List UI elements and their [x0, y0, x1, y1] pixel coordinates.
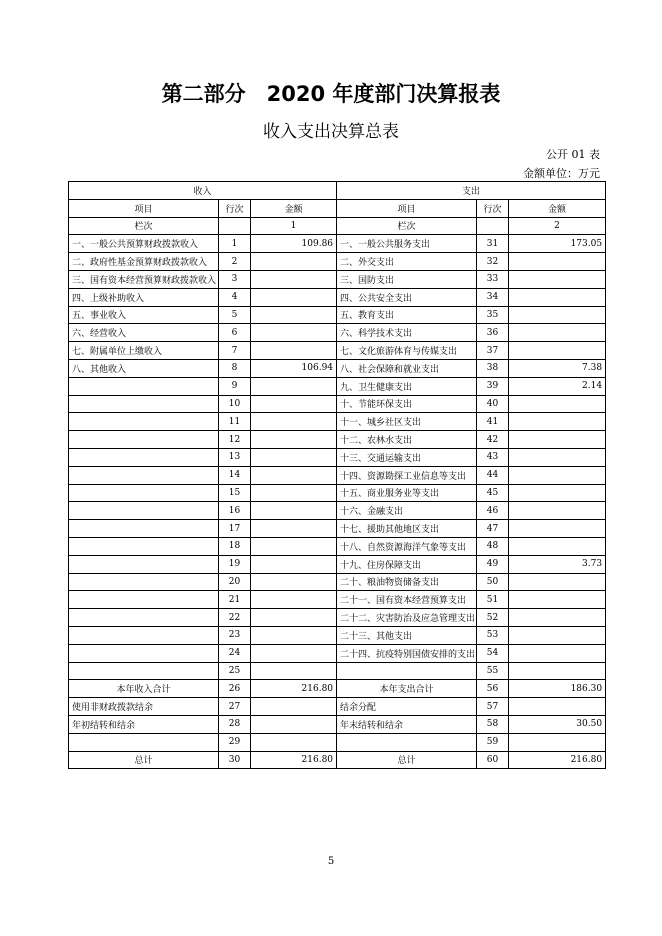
expense-amount-cell: 30.50 — [509, 715, 606, 733]
expense-line-cell: 36 — [477, 324, 509, 342]
income-amount-cell — [251, 591, 337, 609]
income-item-cell: 八、其他收入 — [69, 359, 219, 377]
income-amount-cell — [251, 626, 337, 644]
income-line-cell: 4 — [219, 288, 251, 306]
income-line-cell: 11 — [219, 413, 251, 431]
income-item-cell — [69, 609, 219, 627]
income-line-header: 行次 — [219, 199, 251, 217]
income-amount-cell — [251, 733, 337, 751]
expense-line-cell: 56 — [477, 680, 509, 698]
income-line-cell: 22 — [219, 609, 251, 627]
expense-item-cell — [337, 662, 477, 680]
income-line-cell: 28 — [219, 715, 251, 733]
income-line-cell: 14 — [219, 466, 251, 484]
income-item-cell — [69, 377, 219, 395]
expense-item-cell: 年末结转和结余 — [337, 715, 477, 733]
expense-amount-cell: 3.73 — [509, 555, 606, 573]
income-line-cell: 19 — [219, 555, 251, 573]
income-item-cell — [69, 573, 219, 591]
expense-line-cell: 51 — [477, 591, 509, 609]
income-section-header: 收入 — [69, 182, 337, 200]
expense-item-cell: 结余分配 — [337, 698, 477, 716]
income-item-cell: 本年收入合计 — [69, 680, 219, 698]
expense-item-header: 项目 — [337, 199, 477, 217]
expense-line-cell: 38 — [477, 359, 509, 377]
income-amount-cell — [251, 448, 337, 466]
income-amount-cell — [251, 288, 337, 306]
expense-line-cell: 46 — [477, 502, 509, 520]
income-amount-cell — [251, 466, 337, 484]
expense-item-cell: 十九、住房保障支出 — [337, 555, 477, 573]
income-item-cell: 五、事业收入 — [69, 306, 219, 324]
expense-line-cell: 37 — [477, 342, 509, 360]
table-row — [69, 448, 606, 466]
part-title: 第二部分 2020 年度部门决算报表 — [161, 82, 501, 106]
expense-line-cell: 50 — [477, 573, 509, 591]
income-amount-cell: 106.94 — [251, 359, 337, 377]
income-line-cell: 5 — [219, 306, 251, 324]
expense-line-cell: 52 — [477, 609, 509, 627]
table-row — [69, 573, 606, 591]
income-line-cell: 17 — [219, 520, 251, 538]
income-line-cell: 30 — [219, 751, 251, 769]
income-amount-cell — [251, 342, 337, 360]
income-amount-cell — [251, 609, 337, 627]
expense-item-cell: 本年支出合计 — [337, 680, 477, 698]
income-item-cell: 年初结转和结余 — [69, 715, 219, 733]
income-item-cell: 七、附属单位上缴收入 — [69, 342, 219, 360]
expense-line-cell: 53 — [477, 626, 509, 644]
income-expense-table — [68, 181, 606, 769]
expense-item-cell: 十八、自然资源海洋气象等支出 — [337, 537, 477, 555]
income-column-line-blank — [219, 217, 251, 235]
table-row — [69, 520, 606, 538]
expense-amount-cell — [509, 573, 606, 591]
expense-item-cell: 三、国防支出 — [337, 270, 477, 288]
expense-item-cell: 总计 — [337, 751, 477, 769]
table-title: 收入支出决算总表 — [263, 122, 399, 142]
table-row — [69, 502, 606, 520]
income-amount-cell — [251, 324, 337, 342]
expense-line-cell: 57 — [477, 698, 509, 716]
income-amount-cell — [251, 537, 337, 555]
expense-amount-cell: 7.38 — [509, 359, 606, 377]
income-item-cell: 总计 — [69, 751, 219, 769]
expense-item-cell: 十二、农林水支出 — [337, 431, 477, 449]
expense-amount-cell — [509, 626, 606, 644]
table-row — [69, 662, 606, 680]
income-line-cell: 20 — [219, 573, 251, 591]
income-line-cell: 6 — [219, 324, 251, 342]
expense-line-cell: 40 — [477, 395, 509, 413]
table-row — [69, 626, 606, 644]
expense-line-cell: 31 — [477, 235, 509, 253]
expense-line-cell: 39 — [477, 377, 509, 395]
expense-column-label: 栏次 — [337, 217, 477, 235]
expense-amount-cell — [509, 253, 606, 271]
table-row — [69, 288, 606, 306]
income-item-cell — [69, 733, 219, 751]
income-item-cell — [69, 448, 219, 466]
income-amount-cell — [251, 573, 337, 591]
income-amount-cell: 109.86 — [251, 235, 337, 253]
table-row — [69, 680, 606, 698]
table-row — [69, 751, 606, 769]
expense-item-cell: 十三、交通运输支出 — [337, 448, 477, 466]
expense-item-cell: 十五、商业服务业等支出 — [337, 484, 477, 502]
expense-column-number: 2 — [509, 217, 606, 235]
table-row — [69, 733, 606, 751]
income-amount-cell — [251, 306, 337, 324]
income-line-cell: 3 — [219, 270, 251, 288]
income-amount-cell — [251, 270, 337, 288]
expense-item-cell — [337, 733, 477, 751]
expense-amount-cell: 186.30 — [509, 680, 606, 698]
income-item-cell — [69, 466, 219, 484]
expense-amount-cell — [509, 413, 606, 431]
expense-line-cell: 44 — [477, 466, 509, 484]
income-line-cell: 2 — [219, 253, 251, 271]
expense-amount-cell: 216.80 — [509, 751, 606, 769]
income-item-cell: 三、国有资本经营预算财政拨款收入 — [69, 270, 219, 288]
income-line-cell: 25 — [219, 662, 251, 680]
expense-item-cell: 十、节能环保支出 — [337, 395, 477, 413]
expense-line-cell: 48 — [477, 537, 509, 555]
table-row — [69, 342, 606, 360]
table-row — [69, 537, 606, 555]
expense-line-cell: 49 — [477, 555, 509, 573]
expense-line-cell: 33 — [477, 270, 509, 288]
expense-item-cell: 十七、援助其他地区支出 — [337, 520, 477, 538]
column-header-row — [69, 199, 606, 217]
income-item-cell: 四、上级补助收入 — [69, 288, 219, 306]
income-item-header: 项目 — [69, 199, 219, 217]
income-amount-cell — [251, 662, 337, 680]
expense-amount-cell: 2.14 — [509, 377, 606, 395]
expense-line-cell: 34 — [477, 288, 509, 306]
expense-item-cell: 九、卫生健康支出 — [337, 377, 477, 395]
column-number-row — [69, 217, 606, 235]
expense-amount-cell — [509, 698, 606, 716]
income-line-cell: 1 — [219, 235, 251, 253]
table-row — [69, 253, 606, 271]
expense-line-cell: 55 — [477, 662, 509, 680]
expense-amount-cell — [509, 662, 606, 680]
income-item-cell — [69, 395, 219, 413]
expense-amount-cell — [509, 733, 606, 751]
expense-item-cell: 十一、城乡社区支出 — [337, 413, 477, 431]
expense-item-cell: 二十二、灾害防治及应急管理支出 — [337, 609, 477, 627]
table-row — [69, 715, 606, 733]
table-row — [69, 377, 606, 395]
amount-unit: 金额单位：万元 — [523, 167, 600, 180]
expense-amount-header: 金额 — [509, 199, 606, 217]
income-item-cell — [69, 644, 219, 662]
table-row — [69, 306, 606, 324]
table-row — [69, 235, 606, 253]
table-row — [69, 270, 606, 288]
expense-item-cell: 一、一般公共服务支出 — [337, 235, 477, 253]
expense-amount-cell — [509, 609, 606, 627]
expense-item-cell: 四、公共安全支出 — [337, 288, 477, 306]
income-item-cell: 二、政府性基金预算财政拨款收入 — [69, 253, 219, 271]
income-amount-cell: 216.80 — [251, 680, 337, 698]
table-row — [69, 555, 606, 573]
expense-line-cell: 47 — [477, 520, 509, 538]
income-line-cell: 12 — [219, 431, 251, 449]
income-line-cell: 18 — [219, 537, 251, 555]
expense-amount-cell: 173.05 — [509, 235, 606, 253]
expense-amount-cell — [509, 448, 606, 466]
table-row — [69, 644, 606, 662]
expense-item-cell: 二十一、国有资本经营预算支出 — [337, 591, 477, 609]
page-number: 5 — [327, 856, 335, 867]
expense-amount-cell — [509, 644, 606, 662]
income-line-cell: 26 — [219, 680, 251, 698]
table-row — [69, 395, 606, 413]
expense-amount-cell — [509, 484, 606, 502]
form-number: 公开 01 表 — [546, 148, 600, 161]
income-item-cell — [69, 431, 219, 449]
income-item-cell — [69, 502, 219, 520]
expense-item-cell: 二十、粮油物资储备支出 — [337, 573, 477, 591]
expense-line-cell: 60 — [477, 751, 509, 769]
income-line-cell: 15 — [219, 484, 251, 502]
table-row — [69, 591, 606, 609]
income-column-number: 1 — [251, 217, 337, 235]
expense-line-cell: 32 — [477, 253, 509, 271]
income-item-cell — [69, 662, 219, 680]
income-line-cell: 16 — [219, 502, 251, 520]
expense-line-cell: 45 — [477, 484, 509, 502]
income-line-cell: 13 — [219, 448, 251, 466]
table-row — [69, 609, 606, 627]
expense-amount-cell — [509, 270, 606, 288]
expense-amount-cell — [509, 395, 606, 413]
income-item-cell — [69, 537, 219, 555]
expense-amount-cell — [509, 537, 606, 555]
expense-column-line-blank — [477, 217, 509, 235]
table-row — [69, 698, 606, 716]
expense-item-cell: 二、外交支出 — [337, 253, 477, 271]
expense-item-cell: 八、社会保障和就业支出 — [337, 359, 477, 377]
income-item-cell: 一、一般公共预算财政拨款收入 — [69, 235, 219, 253]
expense-amount-cell — [509, 431, 606, 449]
income-line-cell: 24 — [219, 644, 251, 662]
table-row — [69, 359, 606, 377]
expense-line-cell: 54 — [477, 644, 509, 662]
income-amount-cell — [251, 520, 337, 538]
income-amount-cell — [251, 698, 337, 716]
income-amount-cell — [251, 431, 337, 449]
income-amount-cell — [251, 253, 337, 271]
income-line-cell: 9 — [219, 377, 251, 395]
expense-amount-cell — [509, 324, 606, 342]
income-item-cell — [69, 555, 219, 573]
expense-section-header: 支出 — [337, 182, 606, 200]
expense-line-cell: 59 — [477, 733, 509, 751]
expense-line-cell: 35 — [477, 306, 509, 324]
section-header-row — [69, 182, 606, 200]
income-column-label: 栏次 — [69, 217, 219, 235]
expense-amount-cell — [509, 342, 606, 360]
income-amount-cell — [251, 715, 337, 733]
expense-item-cell: 二十三、其他支出 — [337, 626, 477, 644]
expense-line-cell: 43 — [477, 448, 509, 466]
expense-line-header: 行次 — [477, 199, 509, 217]
income-item-cell: 六、经营收入 — [69, 324, 219, 342]
income-amount-cell — [251, 502, 337, 520]
expense-line-cell: 42 — [477, 431, 509, 449]
expense-item-cell: 二十四、抗疫特别国债安排的支出 — [337, 644, 477, 662]
expense-line-cell: 41 — [477, 413, 509, 431]
income-line-cell: 10 — [219, 395, 251, 413]
income-line-cell: 8 — [219, 359, 251, 377]
income-item-cell — [69, 591, 219, 609]
income-line-cell: 27 — [219, 698, 251, 716]
income-item-cell — [69, 413, 219, 431]
expense-amount-cell — [509, 502, 606, 520]
table-row — [69, 324, 606, 342]
table-row — [69, 466, 606, 484]
income-amount-cell — [251, 395, 337, 413]
income-amount-cell — [251, 413, 337, 431]
income-amount-cell — [251, 555, 337, 573]
income-item-cell — [69, 484, 219, 502]
income-line-cell: 21 — [219, 591, 251, 609]
expense-item-cell: 十四、资源勘探工业信息等支出 — [337, 466, 477, 484]
expense-amount-cell — [509, 466, 606, 484]
income-item-cell — [69, 626, 219, 644]
expense-amount-cell — [509, 520, 606, 538]
income-amount-cell — [251, 484, 337, 502]
expense-line-cell: 58 — [477, 715, 509, 733]
expense-item-cell: 六、科学技术支出 — [337, 324, 477, 342]
income-item-cell: 使用非财政拨款结余 — [69, 698, 219, 716]
income-line-cell: 29 — [219, 733, 251, 751]
expense-amount-cell — [509, 288, 606, 306]
income-item-cell — [69, 520, 219, 538]
expense-item-cell: 五、教育支出 — [337, 306, 477, 324]
income-amount-cell — [251, 644, 337, 662]
expense-amount-cell — [509, 591, 606, 609]
table-row — [69, 431, 606, 449]
income-amount-cell — [251, 377, 337, 395]
expense-amount-cell — [509, 306, 606, 324]
income-amount-cell: 216.80 — [251, 751, 337, 769]
income-line-cell: 23 — [219, 626, 251, 644]
expense-item-cell: 十六、金融支出 — [337, 502, 477, 520]
table-row — [69, 413, 606, 431]
expense-item-cell: 七、文化旅游体育与传媒支出 — [337, 342, 477, 360]
income-line-cell: 7 — [219, 342, 251, 360]
table-row — [69, 484, 606, 502]
income-amount-header: 金额 — [251, 199, 337, 217]
